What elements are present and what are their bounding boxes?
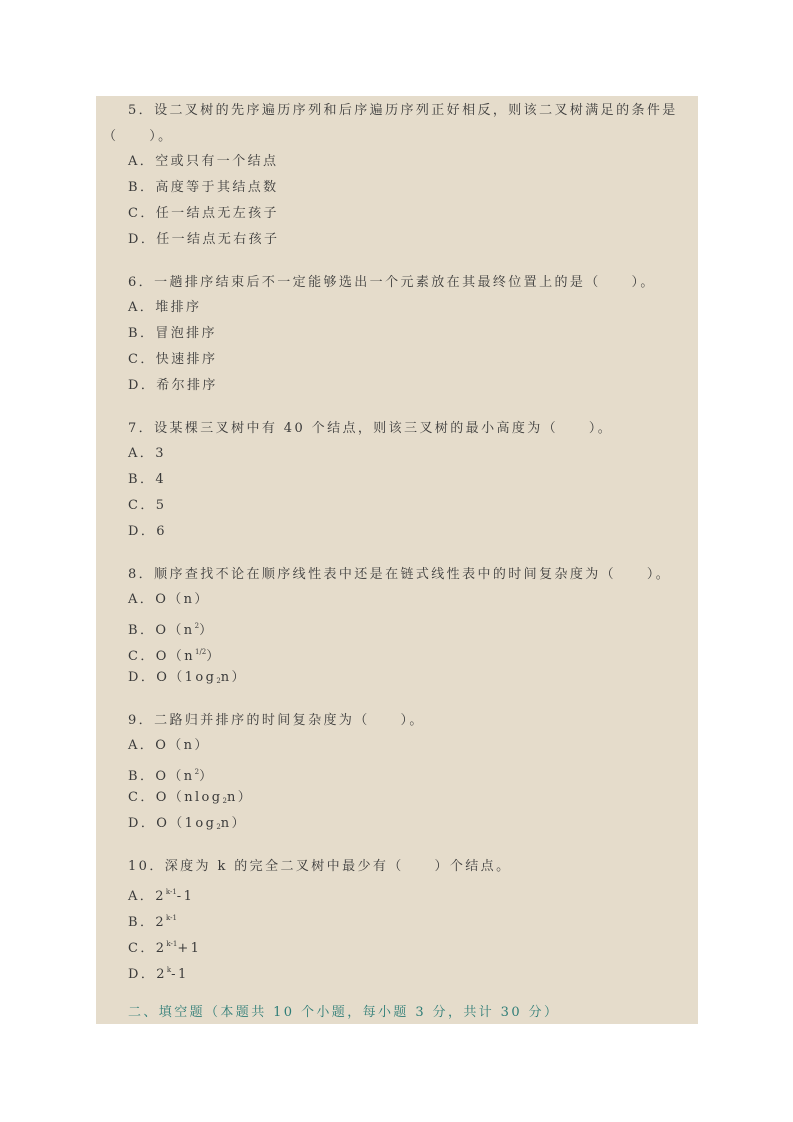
question-8-option-b: B．$O(n^2)$	[128, 622, 215, 638]
question-7-option-a: A．3	[128, 446, 166, 461]
question-5-option-c: C．任一结点无左孩子	[128, 206, 279, 221]
question-9-option-d: D．$O(1og_2n)$	[128, 816, 247, 831]
question-5-option-b: B．高度等于其结点数	[128, 180, 279, 195]
question-6-stem: 6．一趟排序结束后不一定能够选出一个元素放在其最终位置上的是（ ）。	[128, 275, 656, 290]
question-10-option-a: A．2$^{k-1}$-1	[128, 888, 195, 904]
question-8-stem: 8．顺序查找不论在顺序线性表中还是在链式线性表中的时间复杂度为（ ）。	[128, 567, 672, 582]
question-7-option-d: D．6	[128, 524, 167, 539]
section-heading-fill-in: 二、填空题（本题共 10 个小题，每小题 3 分，共计 30 分）	[128, 1005, 560, 1020]
question-6-option-a: A．堆排序	[128, 300, 202, 315]
question-9-option-c: C．O（nlog$_2$n）	[128, 790, 254, 805]
question-7-option-b: B．4	[128, 472, 167, 487]
question-8-option-a: A．O（n）	[128, 592, 210, 607]
question-5-option-d: D．任一结点无右孩子	[128, 232, 280, 247]
question-10-stem: 10．深度为 k 的完全二叉树中最少有（ ）个结点。	[128, 859, 512, 874]
question-5-stem: 5．设二叉树的先序遍历序列和后序遍历序列正好相反，则该二叉树满足的条件是	[128, 103, 678, 118]
question-8-option-c: C．$O(n^{1/2})$	[128, 648, 222, 664]
question-9-option-a: A．O（n）	[128, 738, 210, 753]
question-7-option-c: C．5	[128, 498, 167, 513]
question-10-option-d: D．2$^k$-1	[128, 966, 189, 982]
question-8-option-d: D．$O(1og_2n)$	[128, 670, 247, 685]
question-6-option-c: C．快速排序	[128, 352, 218, 367]
question-9-stem: 9．二路归并排序的时间复杂度为（ ）。	[128, 713, 425, 728]
question-10-option-b: B．2$^{k-1}$	[128, 914, 177, 930]
question-6-option-d: D．希尔排序	[128, 378, 218, 393]
question-10-option-c: C．$2^{k-1}+1$	[128, 940, 202, 956]
question-9-option-b: B．$O(n^2)$	[128, 768, 215, 784]
question-6-option-b: B．冒泡排序	[128, 326, 217, 341]
question-5-stem-continued: （ ）。	[103, 129, 174, 144]
question-7-stem: 7．设某棵三叉树中有 40 个结点，则该三叉树的最小高度为（ ）。	[128, 421, 614, 436]
question-5-option-a: A．空或只有一个结点	[128, 154, 279, 169]
